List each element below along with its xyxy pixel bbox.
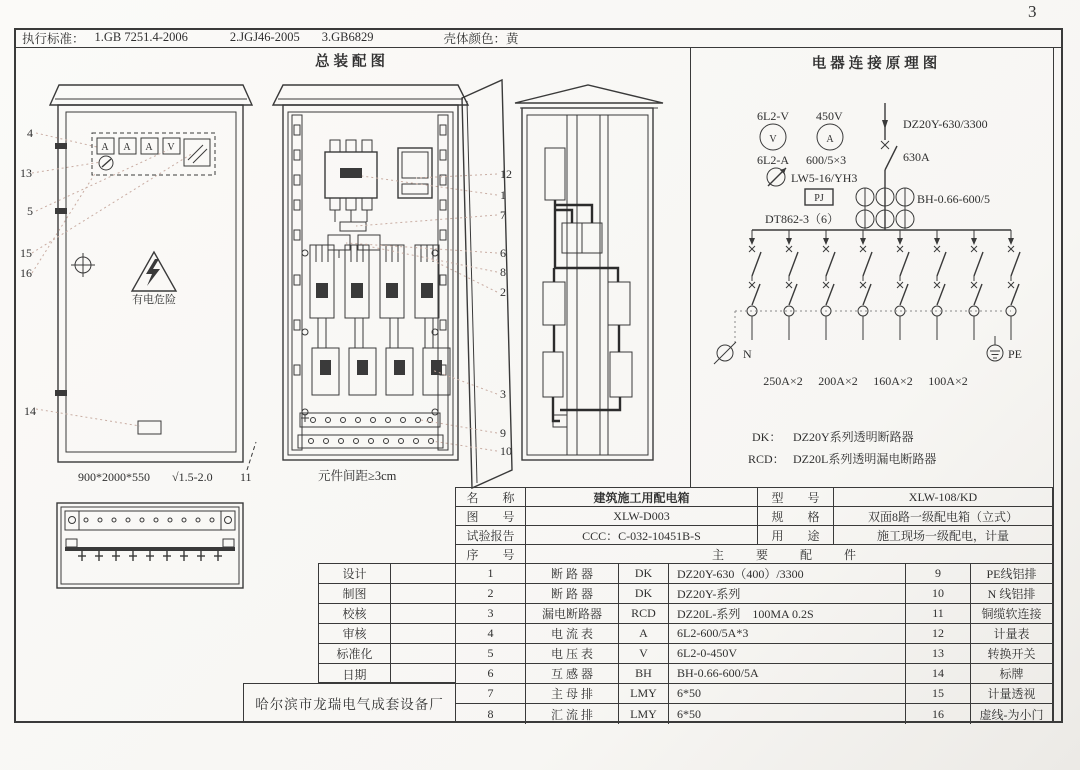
callout-10: 10: [500, 444, 512, 458]
approval-label: 日期: [319, 664, 391, 684]
approval-blank: [391, 644, 455, 664]
part-name: 断 路 器: [526, 564, 619, 584]
approval-label: 校核: [319, 604, 391, 624]
part-name-right: 计量表: [971, 624, 1052, 644]
neutral-symbol: [714, 342, 752, 364]
part-seq-right: 9: [906, 564, 971, 584]
parts-row: [456, 584, 1052, 604]
meter-a1: A: [101, 142, 109, 153]
callout-1: 1: [500, 188, 506, 202]
table-row: [319, 604, 455, 624]
callout-14: 14: [24, 404, 36, 418]
standards-strip: [14, 28, 1063, 48]
part-spec: DZ20Y-630（400）/3300: [669, 564, 906, 584]
main-incoming: [856, 103, 990, 230]
part-seq-right: 13: [906, 644, 971, 664]
name-plate: [138, 421, 161, 434]
part-seq: 1: [456, 564, 526, 584]
branch-rating-labels: [763, 374, 967, 388]
approval-blank: [391, 584, 455, 604]
schematic-title: 电器连接原理图: [811, 56, 942, 72]
part-name: 电 压 表: [526, 644, 619, 664]
legend-dk-code: DK：: [752, 430, 782, 444]
part-code: LMY: [619, 684, 669, 704]
part-seq: 5: [456, 644, 526, 664]
part-spec: 6L2-600/5A*3: [669, 624, 906, 644]
surface-finish: √1.5-2.0: [172, 470, 213, 484]
table-row: [456, 507, 1052, 526]
rating-100a: 100A×2: [928, 374, 968, 388]
callout-8: 8: [500, 265, 506, 279]
changeover-switch-symbol: [767, 168, 786, 186]
pj-label: PJ: [814, 193, 824, 204]
n-label: N: [743, 347, 752, 361]
parts-row: [456, 564, 1052, 584]
part-seq-right: 12: [906, 624, 971, 644]
table-row: [319, 624, 455, 644]
report-value-cell: CCC：C-032-10451B-S: [526, 526, 758, 545]
model-label-cell: 型 号: [758, 488, 834, 507]
report-label-cell: 试验报告: [456, 526, 526, 545]
part-name-right: 转换开关: [971, 644, 1052, 664]
assembly-title: 总装配图: [315, 54, 389, 70]
schematic-legend: [748, 429, 936, 466]
part-name: 互 感 器: [526, 664, 619, 684]
part-spec: DZ20L-系列 100MA 0.2S: [669, 604, 906, 624]
part-spec: BH-0.66-600/5A: [669, 664, 906, 684]
parts-row: [456, 624, 1052, 644]
shell-color-value: 黄: [505, 31, 519, 46]
spacing-note: 元件间距≥3cm: [318, 469, 397, 483]
standards-label: 执行标准：: [22, 31, 85, 46]
parts-row: [456, 684, 1052, 704]
meter-v: V: [167, 142, 175, 153]
approval-blank: [391, 604, 455, 624]
approval-label: 制图: [319, 584, 391, 604]
seq-label-cell: 序 号: [456, 545, 526, 564]
warning-text: 有电危险: [132, 294, 176, 306]
part-code: LMY: [619, 704, 669, 724]
ammeter-type-label: 6L2-A: [757, 153, 789, 167]
name-label-cell: 名 称: [456, 488, 526, 507]
use-value-cell: 施工现场一级配电，计量: [834, 526, 1052, 545]
part-name-right: 标牌: [971, 664, 1052, 684]
electric-danger-icon: [132, 252, 176, 291]
table-row: [456, 488, 1052, 507]
main-breaker-current: 630A: [903, 150, 930, 164]
pe-ground-symbol: [987, 336, 1022, 361]
callout-16: 16: [20, 266, 32, 280]
part-seq-right: 16: [906, 704, 971, 724]
pe-label: PE: [1008, 347, 1023, 361]
terminal-strips: [298, 413, 443, 448]
callout-4: 4: [27, 126, 33, 140]
rating-200a: 200A×2: [818, 374, 858, 388]
branch-breakers-row1: [302, 245, 439, 335]
table-row: [319, 664, 455, 684]
legend-dk-desc: DZ20Y系列透明断路器: [793, 430, 914, 444]
cabinet-side-view: [515, 85, 663, 460]
parts-header-cell: 主 要 配 件: [526, 545, 1052, 564]
part-spec: 6*50: [669, 704, 906, 724]
approval-block: [318, 563, 455, 683]
approval-blank: [391, 624, 455, 644]
distribution-branches: [735, 230, 1020, 345]
metering-window: [184, 139, 210, 166]
product-name-cell: 建筑施工用配电箱: [526, 488, 758, 507]
title-block-table: [455, 487, 1053, 723]
part-spec: 6L2-0-450V: [669, 644, 906, 664]
rating-160a: 160A×2: [873, 374, 913, 388]
part-seq-right: 14: [906, 664, 971, 684]
callout-15: 15: [20, 246, 32, 260]
callout-9: 9: [500, 426, 506, 440]
callout-7: 7: [500, 208, 506, 222]
part-name: 断 路 器: [526, 584, 619, 604]
drawing-no-cell: XLW-D003: [526, 507, 758, 526]
table-row: [319, 584, 455, 604]
part-seq-right: 11: [906, 604, 971, 624]
main-breaker-label: DZ20Y-630/3300: [903, 117, 988, 131]
energy-meter-label: DT862-3（6）: [765, 212, 839, 226]
spec-label-cell: 规 格: [758, 507, 834, 526]
callout-12: 12: [500, 167, 512, 181]
parts-row: [456, 604, 1052, 624]
part-code: V: [619, 644, 669, 664]
table-row: [319, 564, 455, 584]
wiring-boxes: [543, 148, 632, 427]
door-lock-icon: [71, 253, 95, 277]
part-name-right: N 线铝排: [971, 584, 1052, 604]
part-seq-right: 10: [906, 584, 971, 604]
callout-11: 11: [240, 470, 252, 484]
branch-symbols: [747, 230, 1020, 340]
standard-1: 1.GB 7251.4-2006: [94, 30, 188, 44]
part-seq: 2: [456, 584, 526, 604]
parts-row: [456, 704, 1052, 724]
approval-blank: [391, 664, 455, 684]
meter-a3: A: [145, 142, 153, 153]
model-value-cell: XLW-108/KD: [834, 488, 1052, 507]
standard-2: 2.JGJ46-2005: [229, 30, 300, 44]
part-name-right: 虚线-为小门: [979, 707, 1044, 722]
main-breaker: [325, 140, 377, 210]
part-name-right: 计量透视: [971, 684, 1052, 704]
ct-ratio-label: 600/5×3: [806, 153, 847, 167]
ammeter-symbol: A: [826, 134, 834, 145]
part-seq-right: 15: [906, 684, 971, 704]
shell-color-label: 壳体颜色：: [443, 31, 506, 46]
part-spec: DZ20Y-系列: [669, 584, 906, 604]
part-name: 漏电断路器: [526, 604, 619, 624]
part-name: 汇 流 排: [526, 704, 619, 724]
legend-rcd-desc: DZ20L系列透明漏电断路器: [793, 452, 937, 466]
busbar-rail: [65, 539, 235, 561]
callout-13: 13: [20, 166, 32, 180]
voltage-label: 450V: [816, 109, 843, 123]
part-code: DK: [619, 564, 669, 584]
part-seq: 6: [456, 664, 526, 684]
table-row: [456, 545, 1052, 564]
approval-label: 设计: [319, 564, 391, 584]
cabinet-front-view: [50, 85, 256, 484]
branch-breakers-row2: [302, 348, 450, 415]
cabinet-open-view: [273, 80, 512, 488]
metering-group: [757, 109, 857, 226]
part-code: DK: [619, 584, 669, 604]
voltmeter-symbol: V: [769, 134, 777, 145]
callout-2: 2: [500, 285, 506, 299]
approval-blank: [391, 564, 455, 584]
standard-3: 3.GB6829: [321, 30, 374, 44]
manufacturer-name: 哈尔滨市龙瑞电气成套设备厂: [243, 683, 455, 723]
drawing-label-cell: 图 号: [456, 507, 526, 526]
callout-5: 5: [27, 204, 33, 218]
legend-rcd-code: RCD：: [748, 452, 785, 466]
busbar-block: [328, 210, 380, 258]
rating-250a: 250A×2: [763, 374, 803, 388]
ct-type-label: BH-0.66-600/5: [917, 192, 990, 206]
part-name: 电 流 表: [526, 624, 619, 644]
part-seq: 3: [456, 604, 526, 624]
part-spec: 6*50: [669, 684, 906, 704]
use-label-cell: 用 途: [758, 526, 834, 545]
table-row: [319, 644, 455, 664]
approval-label: 标准化: [319, 644, 391, 664]
part-name: 主 母 排: [526, 684, 619, 704]
cabinet-dimensions: 900*2000*550: [78, 470, 150, 484]
parts-row: [456, 664, 1052, 684]
part-name-right: PE线铝排: [971, 564, 1052, 584]
inter-row-wiring: [318, 318, 433, 348]
busbar-detail: [57, 503, 243, 588]
schematic-drawing: [690, 47, 1063, 487]
page-number: 3: [1028, 2, 1037, 21]
part-code: RCD: [619, 604, 669, 624]
voltmeter-type-label: 6L2-V: [757, 109, 789, 123]
switch-type-label: LW5-16/YH3: [791, 171, 858, 185]
kwh-meter-box: [398, 148, 432, 198]
table-row: [456, 526, 1052, 545]
part-seq: 4: [456, 624, 526, 644]
parts-row: [456, 644, 1052, 664]
approval-label: 审核: [319, 624, 391, 644]
callout-6: 6: [500, 246, 506, 260]
mounting-rails: [292, 115, 448, 450]
spec-value-cell: 双面8路一级配电箱（立式）: [834, 507, 1052, 526]
open-view-callouts: [346, 167, 512, 458]
part-seq: 8: [456, 704, 526, 724]
part-name-right: 铜缆软连接: [971, 604, 1052, 624]
meter-a2: A: [123, 142, 131, 153]
part-code: A: [619, 624, 669, 644]
part-code: BH: [619, 664, 669, 684]
callout-3: 3: [500, 387, 506, 401]
part-seq: 7: [456, 684, 526, 704]
